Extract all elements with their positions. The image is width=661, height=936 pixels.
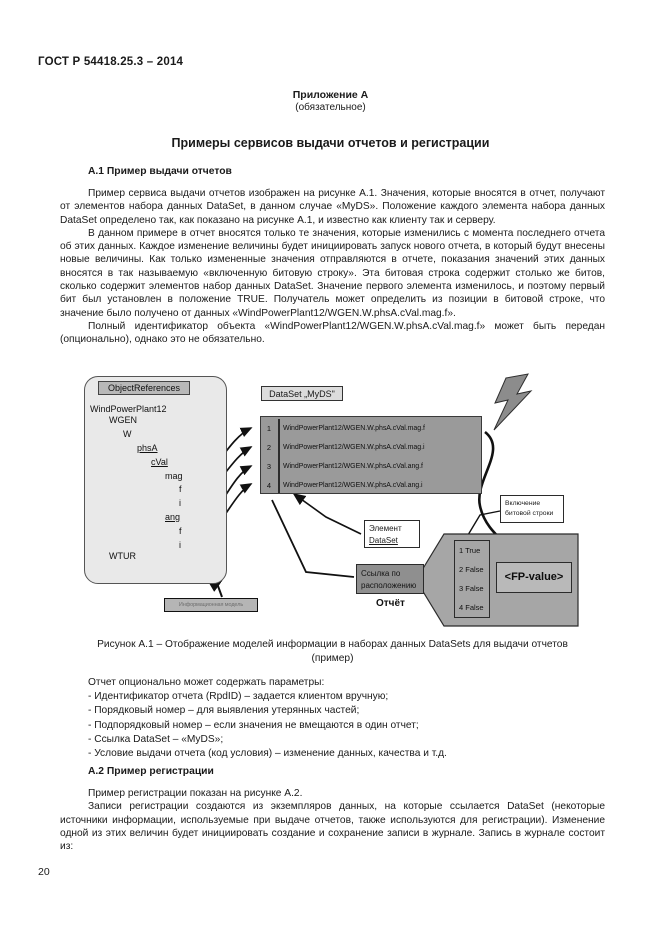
page-header: ГОСТ Р 54418.25.3 – 2014: [38, 56, 184, 68]
tree-node-w: W: [123, 429, 132, 439]
callout-dataset-element: [364, 520, 420, 548]
callout-line: Элемент: [369, 524, 402, 533]
paragraph: В данном примере в отчет вносятся только те значения, которые изменились с момента последнего отчета об этих данных. Каждое изменение величины будет инициировать запуск нового отчета, в который будут внесены новые величины. Как только измененные значения отправляются в отчете, показания значений этих данных вносятся в так называемую «включенную битовую строку». Эта битовая строка содержит столько же битов, сколько содержит элементов набор данных DataSet. Значение первого элемента изменилось, и поэтому первый бит был установлен в положение TRUE. Получатель может определить из позиции в битовой строке, что значение было получено от данных «WindPowerPlant12/WGEN.W.phsA.cVal.mag.f».: [60, 227, 605, 319]
dataset-row: [261, 457, 483, 476]
report-label: Отчёт: [376, 598, 405, 609]
tree-node-wtur: WTUR: [109, 551, 136, 561]
tree-node-mag: mag: [165, 471, 183, 481]
callout-line: битовой строки: [505, 510, 554, 517]
tree-node-wgen: WGEN: [109, 415, 137, 425]
dataset-row-path: WindPowerPlant12/WGEN.W.phsA.cVal.mag.i: [283, 443, 425, 451]
page-title: Примеры сервисов выдачи отчетов и регистрации: [171, 136, 490, 150]
dataset-row-index: 4: [266, 480, 272, 490]
paragraph: Пример сервиса выдачи отчетов изображен на рисунке А.1. Значения, которые вносятся в отчет, получают от элементов набора данных DataSet, в данном случае «MyDS». Положение каждого элемента набора данных DataSet определено так, как показано на рисунке А.1, и известно как клиенту так и серверу.: [60, 188, 605, 226]
figure-caption: [60, 638, 605, 666]
list-item: - Условие выдачи отчета (код условия) – изменение данных, качества и т.д.: [88, 748, 447, 760]
tree-node-cval: cVal: [151, 457, 168, 467]
bit-value: False: [465, 603, 484, 612]
section-a2: [60, 766, 605, 853]
annex-title: Приложение А: [292, 89, 369, 101]
tree-node-windpowerplant12: WindPowerPlant12: [90, 404, 167, 414]
figure-a1: [76, 372, 604, 630]
tree-node-mag-i: i: [179, 498, 181, 508]
bit-index: 2: [459, 565, 464, 574]
list-item: - Порядковый номер – для выявления утерянных частей;: [88, 705, 360, 717]
tree-node-ang-f: f: [179, 526, 182, 536]
report-parameters-list: [60, 676, 605, 761]
paragraph: Полный идентификатор объекта «WindPowerPlant12/WGEN.W.phsA.cVal.mag.f» может быть передан (опционально), однако это не обязательно.: [60, 320, 605, 346]
list-lead: Отчет опционально может содержать параметры:: [88, 677, 325, 688]
bit-value: False: [465, 565, 484, 574]
tree-node-mag-f: f: [179, 484, 182, 494]
bit-row: [455, 579, 495, 599]
objectreferences-title: ObjectReferences: [98, 381, 190, 395]
fp-value-box: <FP-value>: [496, 562, 572, 593]
dataset-row-path: WindPowerPlant12/WGEN.W.phsA.cVal.mag.f: [283, 424, 425, 432]
dataset-row: [261, 476, 483, 495]
dataset-title: DataSet „MyDS": [261, 386, 343, 401]
callout-line: Включение: [505, 500, 541, 507]
bit-row: [455, 560, 495, 580]
section-a1-heading: A.1 Пример выдачи отчетов: [88, 166, 232, 177]
dataset-row-index: 2: [266, 442, 272, 452]
callout-line: Ссылка по: [361, 569, 401, 578]
bit-index: 3: [459, 584, 464, 593]
list-item: - Идентификатор отчета (RpdID) – задается клиентом вручную;: [88, 691, 389, 703]
tree-node-phsa: phsA: [137, 443, 158, 453]
dataset-row-path: WindPowerPlant12/WGEN.W.phsA.cVal.ang.f: [283, 462, 423, 470]
figure-caption-line1: Рисунок А.1 – Отображение моделей информации в наборах данных DataSets для выдачи отчетов: [97, 639, 568, 650]
bit-index: 1: [459, 546, 464, 555]
bit-index: 4: [459, 603, 464, 612]
report-bitstring-box: [454, 540, 490, 618]
callout-bitstring: [500, 495, 564, 523]
annex-subtitle: (обязательное): [295, 102, 366, 113]
bit-row: [455, 598, 495, 618]
tree-node-ang-i: i: [179, 540, 181, 550]
list-item: - Ссылка DataSet – «MyDS»;: [88, 733, 224, 745]
callout-info-model: Информационная модель: [164, 598, 258, 612]
bit-value: False: [465, 584, 484, 593]
paragraph: Записи регистрации создаются из экземпляров данных, на которые ссылается DataSet (некоторые источники информации, используемые при выдаче отчетов, также используются для регистрации). Изменение одной из этих величин будет инициировать создание и сохранение записи в журнале. Запись в журнале состоит из:: [60, 801, 605, 853]
bit-value: True: [465, 546, 481, 555]
page-number: 20: [38, 866, 50, 878]
dataset-row-path: WindPowerPlant12/WGEN.W.phsA.cVal.ang.i: [283, 481, 423, 489]
callout-line: расположению: [361, 581, 417, 590]
tree-node-ang: ang: [165, 512, 181, 522]
figure-caption-line2: (пример): [311, 653, 354, 664]
callout-position-reference: [356, 564, 424, 594]
dataset-table: [260, 416, 482, 494]
dataset-row-index: 1: [266, 423, 272, 433]
dataset-row: [261, 438, 483, 457]
bit-row: [455, 541, 495, 561]
paragraph: Пример регистрации показан на рисунке А.2.: [88, 788, 303, 799]
dataset-row: [261, 419, 483, 438]
list-item: - Подпорядковый номер – если значения не вмещаются в один отчет;: [88, 719, 419, 731]
dataset-row-index: 3: [266, 461, 272, 471]
diagram-canvas: [76, 372, 604, 630]
callout-line: DataSet: [369, 536, 398, 545]
section-a1: [60, 166, 605, 347]
section-a2-heading: A.2 Пример регистрации: [88, 766, 214, 777]
